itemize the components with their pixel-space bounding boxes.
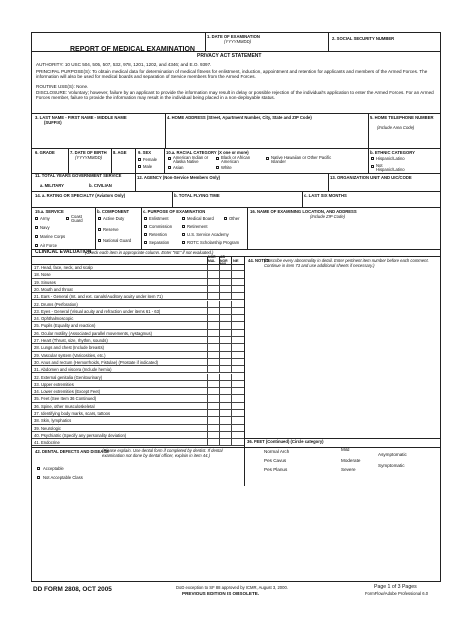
privacy-routine-use: ROUTINE USE(S): None.: [36, 84, 89, 89]
eval-row: [32, 315, 244, 322]
date-of-exam-field[interactable]: [206, 44, 326, 51]
female-label: Female: [143, 157, 157, 162]
clinical-eval-table: [32, 256, 244, 447]
hispanic-checkbox[interactable]: [371, 157, 374, 160]
separation-checkbox[interactable]: [144, 241, 147, 244]
home-phone-field[interactable]: [369, 131, 441, 147]
navy-checkbox[interactable]: [35, 226, 38, 229]
rotc-checkbox[interactable]: [182, 241, 185, 244]
eval-row: [32, 417, 244, 424]
service-label: 15.a. SERVICE: [35, 209, 64, 214]
eval-item-label: 17. Head, face, neck, and scalp: [34, 265, 93, 270]
ne-cell[interactable]: [231, 330, 245, 336]
home-address-label: 4. HOME ADDRESS (Street, Apartment Number, City, State and ZIP Code): [167, 115, 312, 120]
air-force-label: Air Force: [40, 243, 57, 248]
eval-item-label: 29. Vascular system (Varicosities, etc.): [34, 352, 106, 358]
medical-exam-form: [31, 32, 441, 582]
date-of-exam-label: 1. DATE OF EXAMINATION: [207, 34, 260, 39]
ne-cell[interactable]: [231, 286, 245, 292]
symptomatic-option[interactable]: Symptomatic: [378, 463, 405, 468]
severe-option[interactable]: Severe: [341, 467, 356, 472]
reserve-checkbox[interactable]: [98, 228, 101, 231]
last-six-months-label: c. LAST SIX MONTHS: [304, 193, 347, 198]
date-format-hint: (YYYYMMDD): [224, 39, 251, 44]
ne-cell[interactable]: [231, 374, 245, 380]
age-label: 8. AGE: [113, 150, 127, 155]
race-asian-checkbox[interactable]: [168, 166, 171, 169]
eval-item-label: 41. Endocrine: [34, 440, 60, 446]
dental-label: 42. DENTAL DEFECTS AND DISEASE: [35, 449, 109, 454]
eval-row: [32, 395, 244, 402]
service-academy-checkbox[interactable]: [182, 233, 185, 236]
organization-label: 13. ORGANIZATION UNIT AND UIC/CODE: [330, 175, 412, 180]
coast-guard-checkbox[interactable]: [66, 217, 69, 220]
eval-row: [32, 403, 244, 410]
home-phone-label: 5. HOME TELEPHONE NUMBER: [370, 115, 434, 120]
commission-checkbox[interactable]: [144, 225, 147, 228]
other-checkbox[interactable]: [224, 217, 227, 220]
active-duty-checkbox[interactable]: [98, 217, 101, 220]
not-hispanic-label: Not Hispanic/Latino: [376, 163, 405, 173]
organization-field[interactable]: [329, 181, 441, 190]
eval-row: [32, 308, 244, 315]
name-field[interactable]: [33, 125, 163, 147]
grade-label: 6. GRADE: [35, 150, 55, 155]
years-service-label: 11. TOTAL YEARS GOVERNMENT SERVICE: [35, 173, 122, 178]
marine-label: Marine Corps: [40, 234, 66, 239]
eval-row: [32, 439, 244, 446]
ne-cell[interactable]: [231, 381, 245, 387]
eval-row: [32, 432, 244, 439]
ne-cell[interactable]: [231, 308, 245, 314]
total-flying-time-label: b. TOTAL FLYING TIME: [174, 193, 220, 198]
commission-label: Commission: [149, 224, 173, 229]
army-checkbox[interactable]: [35, 217, 38, 220]
ne-cell[interactable]: [231, 439, 245, 445]
form-number: DD FORM 2808, OCT 2005: [33, 586, 112, 593]
eval-row: [32, 410, 244, 417]
active-duty-label: Active Duty: [103, 216, 125, 221]
retirement-checkbox[interactable]: [182, 225, 185, 228]
form-title: REPORT OF MEDICAL EXAMINATION: [70, 46, 195, 53]
eval-row: [32, 425, 244, 432]
dental-acceptable-label: Acceptable: [43, 466, 64, 471]
ne-cell[interactable]: [231, 432, 245, 438]
ne-cell[interactable]: [231, 366, 245, 372]
eval-item-label: 35. Feet (See Item 36 Continued): [34, 396, 97, 402]
eval-row: [32, 322, 244, 329]
ne-cell[interactable]: [231, 352, 245, 358]
eval-row: [32, 381, 244, 388]
eval-item-label: 32. External genitalia (Genitourinary): [34, 374, 103, 380]
notes-label: 44. NOTES:: [248, 258, 271, 263]
pes-cavus-option[interactable]: Pes Cavus: [264, 458, 287, 463]
ne-cell[interactable]: [231, 337, 245, 343]
race-white-label: White: [221, 165, 232, 170]
eval-item-label: 21. Ears - General (Int. and ext. canals/Auditory acuity under item 71): [34, 294, 163, 300]
race-pacific-checkbox[interactable]: [266, 157, 269, 160]
eval-row: [32, 344, 244, 351]
other-label: Other: [229, 216, 240, 221]
race-black-label: Black or African American: [221, 155, 251, 165]
rotc-label: ROTC Scholarship Program: [187, 240, 240, 245]
medical-board-checkbox[interactable]: [182, 217, 185, 220]
race-white-checkbox[interactable]: [216, 166, 219, 169]
ne-cell[interactable]: [231, 271, 245, 277]
privacy-heading: PRIVACY ACT STATEMENT: [197, 53, 262, 59]
service-academy-label: U.S. Service Academy: [187, 232, 229, 237]
marine-checkbox[interactable]: [35, 235, 38, 238]
race-black-checkbox[interactable]: [216, 157, 219, 160]
retirement-label: Retirement: [187, 224, 208, 229]
eval-item-label: 24. Ophthalmoscopic: [34, 316, 74, 322]
eval-item-label: 28. Lungs and chest (Include breasts): [34, 345, 105, 351]
eval-row: [32, 337, 244, 344]
exam-location-hint: (Include ZIP Code): [310, 214, 345, 219]
national-guard-label: National Guard: [103, 238, 132, 243]
eval-item-label: 26. Ocular motility (Associated parallel movements, nystagmus): [34, 330, 152, 336]
ne-cell[interactable]: [231, 403, 245, 409]
rating-specialty-label: 14. a. RATING OR SPECIALTY (Aviators Only): [35, 193, 126, 198]
eval-item-label: 22. Drums (Perforation): [34, 301, 78, 307]
air-force-checkbox[interactable]: [35, 244, 38, 247]
eval-row: [32, 366, 244, 373]
ne-cell[interactable]: [231, 359, 245, 365]
home-address-field[interactable]: [166, 121, 366, 147]
ne-cell[interactable]: [231, 417, 245, 423]
ssn-field[interactable]: [329, 42, 441, 51]
col-normal-header: NOR MAL: [208, 255, 216, 263]
privacy-disclosure: DISCLOSURE: Voluntary; however, failure by an applicant to provide the information may result in delay or possible rejection of the individual's application to enter the Armed Forces. For an Armed Forces member, failure to provide the information may result in the individual being placed in a non-deployable status.: [36, 90, 434, 100]
eval-row: [32, 374, 244, 381]
ne-cell[interactable]: [231, 279, 245, 285]
privacy-authority: AUTHORITY: 10 USC 504, 505, 507, 532, 978, 1201, 1202, and 4346; and E.O. 9397.: [36, 62, 212, 67]
moderate-option[interactable]: Moderate: [341, 458, 361, 463]
dob-label: 7. DATE OF BIRTH: [70, 150, 107, 155]
ne-cell[interactable]: [231, 322, 245, 328]
ethnic-category-label: b. ETHNIC CATEGORY: [370, 150, 415, 155]
dob-hint: (YYYYMMDD): [75, 155, 102, 160]
eval-item-label: 38. Skin, lymphatics: [34, 418, 72, 424]
enlistment-checkbox[interactable]: [144, 217, 147, 220]
retention-label: Retention: [149, 232, 167, 237]
male-label: Male: [143, 164, 153, 169]
clinical-eval-instruction: (Check each item in appropriate column. Enter "NE" if not evaluated.): [85, 250, 214, 255]
pes-planus-option[interactable]: Pes Planus: [264, 467, 288, 472]
normal-arch-option[interactable]: Normal Arch: [264, 449, 290, 454]
component-label: b. COMPONENT: [97, 209, 130, 214]
page-number: Page 1 of 3 Pages: [374, 584, 417, 590]
notes-field[interactable]: [245, 277, 441, 447]
civilian-label: b. CIVILIAN: [89, 183, 112, 188]
dental-not-acceptable-label: Not Acceptable Class: [43, 475, 83, 480]
eval-item-label: 39. Neurologic: [34, 425, 62, 431]
privacy-purpose: PRINCIPAL PURPOSE(S): To obtain medical data for determination of medical fitness for enlistment, induction, appointment and retention for applicants and members of the Armed Forces. The information will also be used for medical boards and separation of Service members from the Armed Forces.: [36, 69, 428, 79]
ne-cell[interactable]: [231, 301, 245, 307]
race-amerindian-label: American Indian or Alaska Native: [173, 155, 209, 165]
eval-item-label: 20. Mouth and throat: [34, 286, 73, 292]
feet-label: 36. FEET (Continued) (Circle category): [247, 439, 324, 444]
medical-board-label: Medical Board: [187, 216, 214, 221]
eval-item-label: 19. Sinuses: [34, 279, 56, 285]
enlistment-label: Enlistment: [149, 216, 169, 221]
home-phone-hint: (Include Area Code): [377, 125, 415, 130]
race-pacific-label: Native Hawaiian or Other Pacific Islander: [271, 155, 332, 165]
male-checkbox[interactable]: [138, 165, 141, 168]
eval-row: [32, 388, 244, 395]
asymptomatic-option[interactable]: Asymptomatic: [378, 452, 407, 457]
ssn-label: 2. SOCIAL SECURITY NUMBER: [332, 36, 395, 41]
navy-label: Navy: [40, 225, 50, 230]
eval-item-label: 33. Upper extremities: [34, 381, 74, 387]
eval-row: [32, 271, 244, 278]
previous-edition-note: PREVIOUS EDITION IS OBSOLETE.: [182, 591, 260, 596]
eval-item-label: 27. Heart (Thrust, size, rhythm, sounds): [34, 338, 108, 343]
eval-row: [32, 279, 244, 286]
dental-not-acceptable-checkbox[interactable]: [37, 476, 40, 479]
eval-item-label: 23. Eyes - General (Visual acuity and refraction under items 61 - 63): [34, 308, 161, 314]
col-ne-header: NE: [233, 258, 239, 263]
eval-item-label: 31. Abdomen and viscera (Include hernia): [34, 367, 112, 373]
eval-item-label: 25. Pupils (Equality and reaction): [34, 323, 96, 329]
eval-row: [32, 286, 244, 293]
dental-acceptable-checkbox[interactable]: [37, 467, 40, 470]
eval-row: [32, 330, 244, 337]
eval-item-label: 34. Lower extremities (Except Feet): [34, 389, 101, 395]
military-label: a. MILITARY: [40, 183, 64, 188]
ne-cell[interactable]: [231, 425, 245, 431]
national-guard-checkbox[interactable]: [98, 239, 101, 242]
exam-location-label: 16. NAME OF EXAMINING LOCATION, AND ADDRESS: [250, 209, 357, 214]
ne-cell[interactable]: [231, 344, 245, 350]
eval-row: [32, 293, 244, 300]
eval-item-label: 36. Spine, other musculoskeletal: [34, 403, 95, 409]
female-checkbox[interactable]: [138, 158, 141, 161]
software-note: FormFlow/Adobe Professional 6.0: [365, 591, 429, 596]
suffix-label: (SUFFIX): [44, 120, 62, 125]
eval-item-label: 18. Nose: [34, 272, 51, 278]
exam-location-field[interactable]: [248, 220, 441, 248]
eval-row: [32, 352, 244, 359]
clinical-eval-heading: CLINICAL EVALUATION: [35, 249, 92, 255]
ne-cell[interactable]: [231, 410, 245, 416]
race-asian-label: Asian: [173, 165, 184, 170]
eval-row: [32, 264, 244, 271]
army-label: Army: [40, 216, 50, 221]
agency-label: 12. AGENCY (Non-Service Members Only): [137, 175, 221, 180]
eval-item-label: 30. Anus and rectum (Hemorrhoids, Fistulae) (Prostate if indicated): [34, 359, 159, 365]
not-hispanic-checkbox[interactable]: [371, 165, 374, 168]
col-abnormal-header: AB NOR MAL: [220, 255, 228, 267]
eval-item-label: 37. Identifying body marks, scars, tattoos: [34, 411, 111, 416]
agency-field[interactable]: [136, 181, 326, 190]
racial-category-label: 10.a. RACIAL CATEGORY (X one or more): [166, 150, 249, 155]
coast-guard-label: Coast Guard: [71, 214, 83, 224]
notes-instructions: (Describe every abnormality in detail. Enter pertinent item number before each comment. Continue in item 73 and use additional sheets if necessary.): [264, 258, 429, 269]
retention-checkbox[interactable]: [144, 233, 147, 236]
mild-option[interactable]: Mild: [341, 447, 350, 452]
dod-exception-note: DoD exception to SF 88 approved by ICMR, August 3, 2000.: [176, 585, 288, 590]
reserve-label: Reserve: [103, 227, 119, 232]
ne-cell[interactable]: [231, 315, 245, 321]
sex-label: 9. SEX: [138, 150, 152, 155]
separation-label: Separation: [149, 240, 170, 245]
hispanic-label: Hispanic/Latino: [376, 156, 405, 161]
purpose-label: c. PURPOSE OF EXAMINATION: [143, 209, 206, 214]
race-amerindian-checkbox[interactable]: [168, 157, 171, 160]
name-label: 3. LAST NAME - FIRST NAME - MIDDLE NAME: [35, 115, 127, 120]
eval-row: [32, 301, 244, 308]
eval-item-label: 40. Psychiatric (Specify any personality deviation): [34, 432, 127, 438]
ne-cell[interactable]: [231, 395, 245, 401]
ne-cell[interactable]: [231, 293, 245, 299]
eval-row: [32, 359, 244, 366]
dental-instructions: (Please explain. Use dental form if completed by dentist. If dental examination not done by dental officer, explain in item 44.): [102, 448, 223, 458]
ne-cell[interactable]: [231, 388, 245, 394]
